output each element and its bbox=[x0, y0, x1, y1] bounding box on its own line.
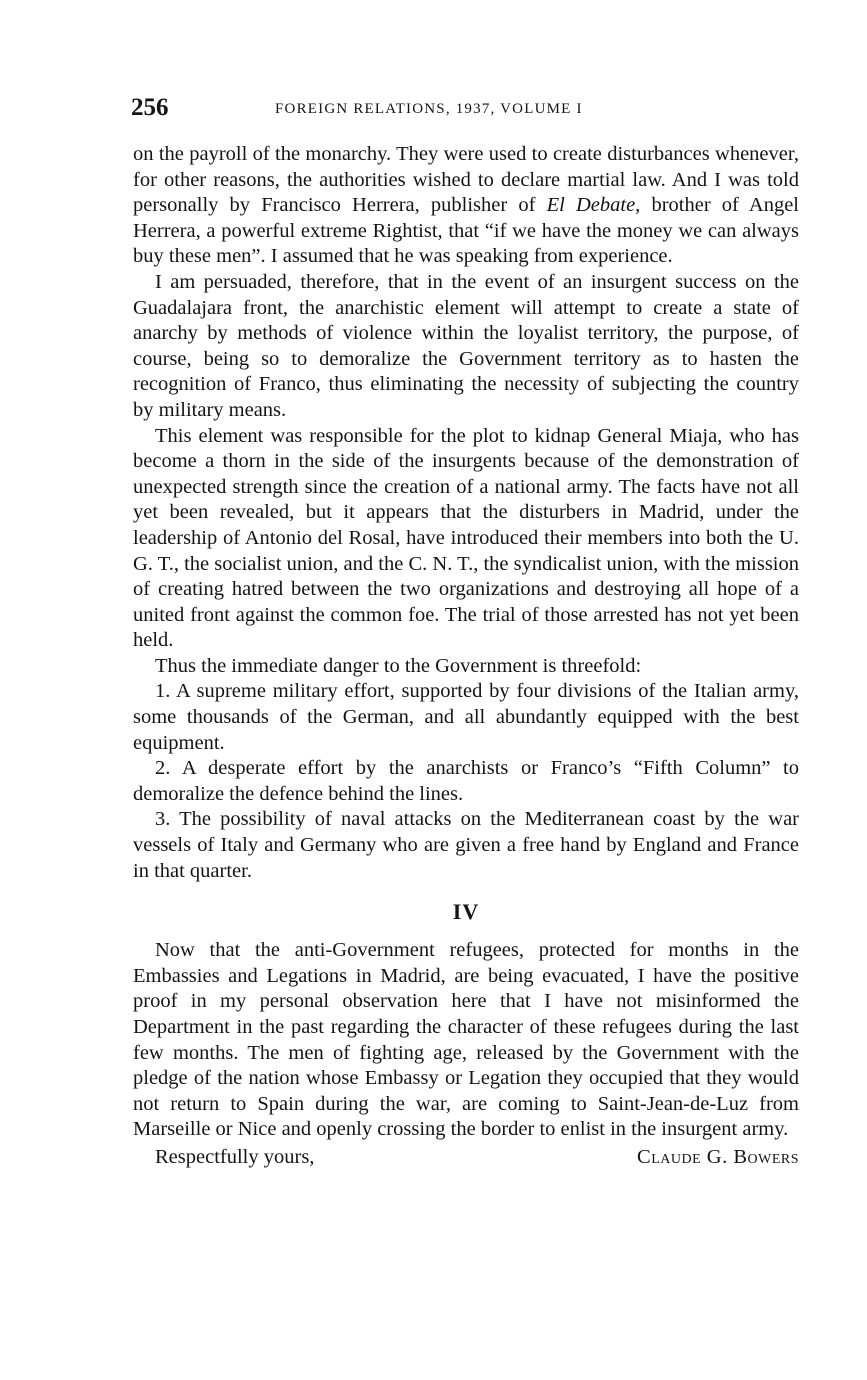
paragraph-continuation bbox=[133, 142, 799, 270]
page-number: 256 bbox=[131, 94, 169, 121]
paragraph-text: on the payroll of the monarchy. They were used to create disturbances whenever, for other reasons, the authorities wished to declare martial law. And I was told personally by Francisco Herrera, publisher of bbox=[133, 143, 799, 217]
paragraph-refugees: Now that the anti-Government refugees, protected for months in the Embassies and Legations in Madrid, are being evacuated, I have the positive proof in my personal observation here that I have not misinformed the Department in the past regarding the character of these refugees during the last few months. The men of fighting age, released by the Government with the pledge of the nation whose Embassy or Legation they occupied that they would not return to Spain during the war, are coming to Saint-Jean-de-Luz from Marseille or Nice and openly crossing the border to enlist in the insurgent army. bbox=[133, 939, 799, 1141]
paragraph-insurgent-success: I am persuaded, therefore, that in the event of an insurgent success on the Guadalajara front, the anarchistic element will attempt to create a state of anarchy by methods of violence within the loyalist territory, the purpose, of course, being so to demoralize the Government territory as to hasten the recognition of Franco, thus eliminating the necessity of subjecting the country by military means. bbox=[133, 270, 799, 421]
signature: Claude G. Bowers bbox=[637, 1145, 799, 1168]
list-item-military-effort: 1. A supreme military effort, supported by four divisions of the Italian army, some thousands of the German, and all abundantly equipped with the best equipment. bbox=[133, 680, 799, 754]
paragraph-threefold-danger: Thus the immediate danger to the Government is threefold: bbox=[155, 654, 642, 677]
salutation: Respectfully yours, bbox=[155, 1145, 315, 1168]
page-header bbox=[131, 92, 801, 126]
running-head: FOREIGN RELATIONS, 1937, VOLUME I bbox=[275, 101, 583, 117]
document-body bbox=[133, 142, 799, 1171]
list-item-fifth-column: 2. A desperate effort by the anarchists or Franco’s “Fifth Column” to demoralize the defence behind the lines. bbox=[133, 757, 799, 805]
section-heading: IV bbox=[452, 899, 480, 925]
paragraph-kidnap-plot: This element was responsible for the plot to kidnap General Miaja, who has become a thorn in the side of the insurgents because of the demonstration of unexpected strength since the creation of a national army. The facts have not all yet been revealed, but it appears that the disturbers in Madrid, under the leadership of Antonio del Rosal, have introduced their members into both the U. G. T., the socialist union, and the C. N. T., the syndicalist union, with the mission of creating hatred between the two organizations and destroying all hope of a united front against the common foe. The trial of those arrested has not yet been held. bbox=[133, 424, 799, 652]
letter-closing bbox=[133, 1145, 799, 1171]
newspaper-title: El Debate bbox=[546, 194, 636, 217]
list-item-naval-attacks: 3. The possibility of naval attacks on the Mediterranean coast by the war vessels of Italy and Germany who are given a free hand by England and France in that quarter. bbox=[133, 808, 799, 882]
paragraph-text: , brother of Angel Herrera, a powerful extreme Rightist, that “if we have the money we can always buy these men”. I assumed that he was speaking from experience. bbox=[133, 194, 799, 268]
